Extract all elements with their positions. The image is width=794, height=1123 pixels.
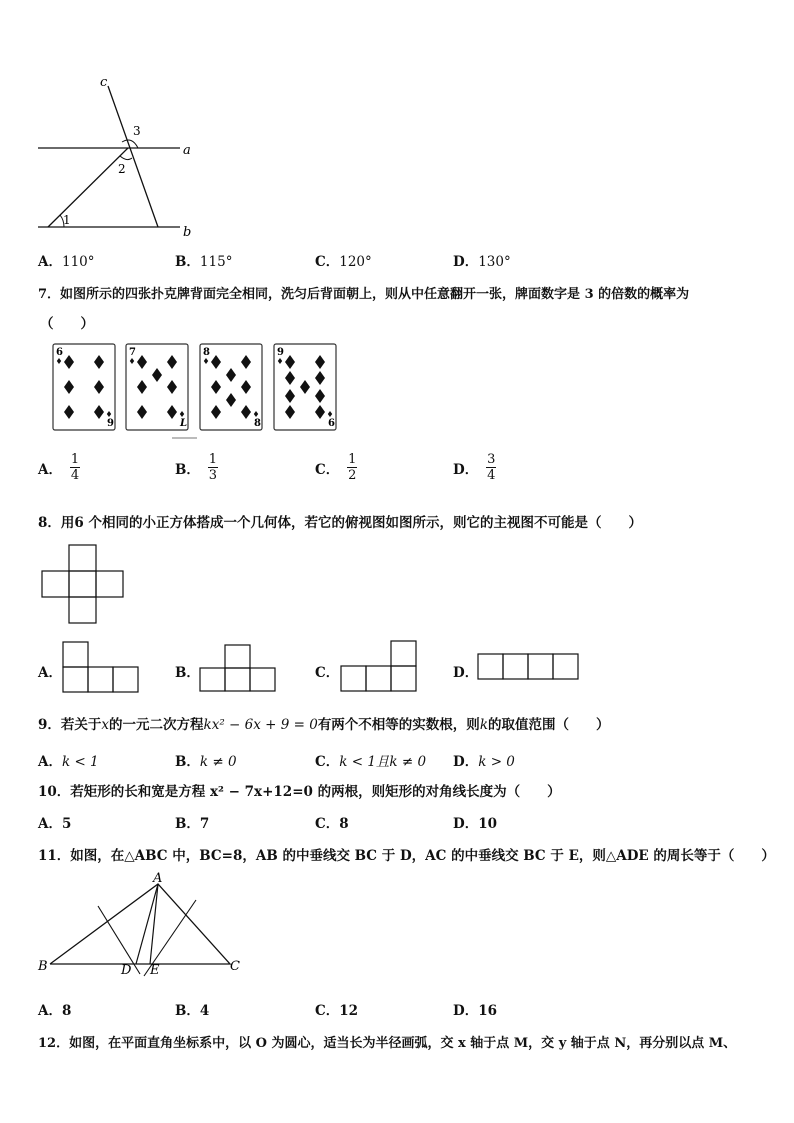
- q8-option-c-figure: [340, 640, 420, 694]
- svg-text:A: A: [153, 871, 163, 886]
- angle-2-arc: [120, 156, 132, 160]
- q10-option-d[interactable]: D．10: [453, 816, 498, 832]
- q8-text: 8．用6 个相同的小正方体搭成一个几何体，若它的俯视图如图所示，则它的主视图不可能是（ ）: [38, 515, 642, 531]
- label-b: b: [183, 225, 192, 240]
- q7-text: 7．如图所示的四张扑克牌背面完全相同，洗匀后背面朝上，则从中任意翻开一张，牌面数字是 3 的倍数的概率为: [38, 287, 690, 302]
- svg-text:8: 8: [254, 418, 261, 429]
- q7-option-c[interactable]: C． $\frac{1}{2}$: [315, 452, 357, 483]
- q8-option-a-figure: [62, 641, 142, 695]
- q6-figure: [30, 70, 210, 245]
- q8-option-b[interactable]: B．: [175, 665, 200, 681]
- svg-text:7: 7: [129, 347, 136, 358]
- label-2: 2: [118, 162, 126, 176]
- card-6: [53, 344, 115, 430]
- q8-option-d-figure: [477, 653, 581, 681]
- triangle-abc: [50, 884, 230, 964]
- q8-top-view: [40, 543, 130, 627]
- q6-option-d[interactable]: D．130°: [453, 254, 511, 270]
- svg-text:C: C: [230, 959, 240, 974]
- label-a: a: [183, 143, 191, 158]
- q7-option-d[interactable]: D． $\frac{3}{4}$: [453, 452, 496, 483]
- q8-option-c[interactable]: C．: [315, 665, 340, 681]
- q9-option-a[interactable]: A．k < 1: [38, 754, 99, 770]
- q7-option-a[interactable]: A． $\frac{1}{4}$: [38, 452, 80, 483]
- label-3: 3: [133, 124, 141, 138]
- label-1: 1: [63, 213, 71, 227]
- q11-option-b[interactable]: B．4: [175, 1003, 210, 1019]
- q9-option-c[interactable]: C．k < 1且k ≠ 0: [315, 754, 427, 770]
- q7-option-b[interactable]: B． $\frac{1}{3}$: [175, 452, 218, 483]
- svg-text:B: B: [38, 959, 48, 974]
- card-7: [126, 344, 188, 430]
- q7-paren: （ ）: [40, 316, 94, 332]
- svg-text:9: 9: [277, 347, 284, 358]
- q10-option-b[interactable]: B．7: [175, 816, 210, 832]
- q10-option-c[interactable]: C．8: [315, 816, 349, 832]
- q9-text: 9．若关于x的一元二次方程kx² − 6x + 9 = 0有两个不相等的实数根，则k的取值范围（ ）: [38, 717, 610, 733]
- q11-option-a[interactable]: A．8: [38, 1003, 72, 1019]
- q8-option-a[interactable]: A．: [38, 665, 62, 681]
- segment-ad: [136, 884, 158, 964]
- q8-option-d[interactable]: D．: [453, 665, 479, 681]
- q11-option-d[interactable]: D．16: [453, 1003, 498, 1019]
- q10-text: 10．若矩形的长和宽是方程 x² − 7x+12=0 的两根，则矩形的对角线长度为（ ）: [38, 784, 561, 800]
- svg-text:6: 6: [56, 347, 63, 358]
- q9-option-b[interactable]: B．k ≠ 0: [175, 754, 237, 770]
- q11-text: 11．如图，在△ABC 中，BC=8，AB 的中垂线交 BC 于 D，AC 的中垂线交 BC 于 E，则△ADE 的周长等于（ ）: [38, 848, 775, 864]
- q6-option-c[interactable]: C．120°: [315, 254, 372, 270]
- q10-option-a[interactable]: A．5: [38, 816, 72, 832]
- q9-option-d[interactable]: D．k > 0: [453, 754, 515, 770]
- q11-triangle-figure: [36, 870, 246, 985]
- svg-text:9: 9: [107, 418, 114, 429]
- q7-cards-figure: [52, 342, 342, 440]
- card-9: [274, 344, 336, 430]
- segment-ae: [150, 884, 158, 964]
- svg-text:E: E: [150, 963, 160, 978]
- q11-option-c[interactable]: C．12: [315, 1003, 359, 1019]
- q8-option-b-figure: [199, 644, 279, 694]
- line-c: [108, 86, 158, 227]
- svg-text:6: 6: [328, 418, 335, 429]
- svg-text:8: 8: [203, 347, 210, 358]
- svg-text:D: D: [121, 963, 132, 978]
- q6-option-b[interactable]: B．115°: [175, 254, 233, 270]
- card-8: [200, 344, 262, 430]
- label-c: c: [100, 75, 108, 90]
- q6-option-a[interactable]: A．110°: [38, 254, 95, 270]
- q12-text: 12．如图，在平面直角坐标系中，以 O 为圆心，适当长为半径画弧，交 x 轴于点 M，交 y 轴于点 N，再分别以点 M、: [38, 1036, 737, 1051]
- svg-text:L: L: [180, 418, 188, 429]
